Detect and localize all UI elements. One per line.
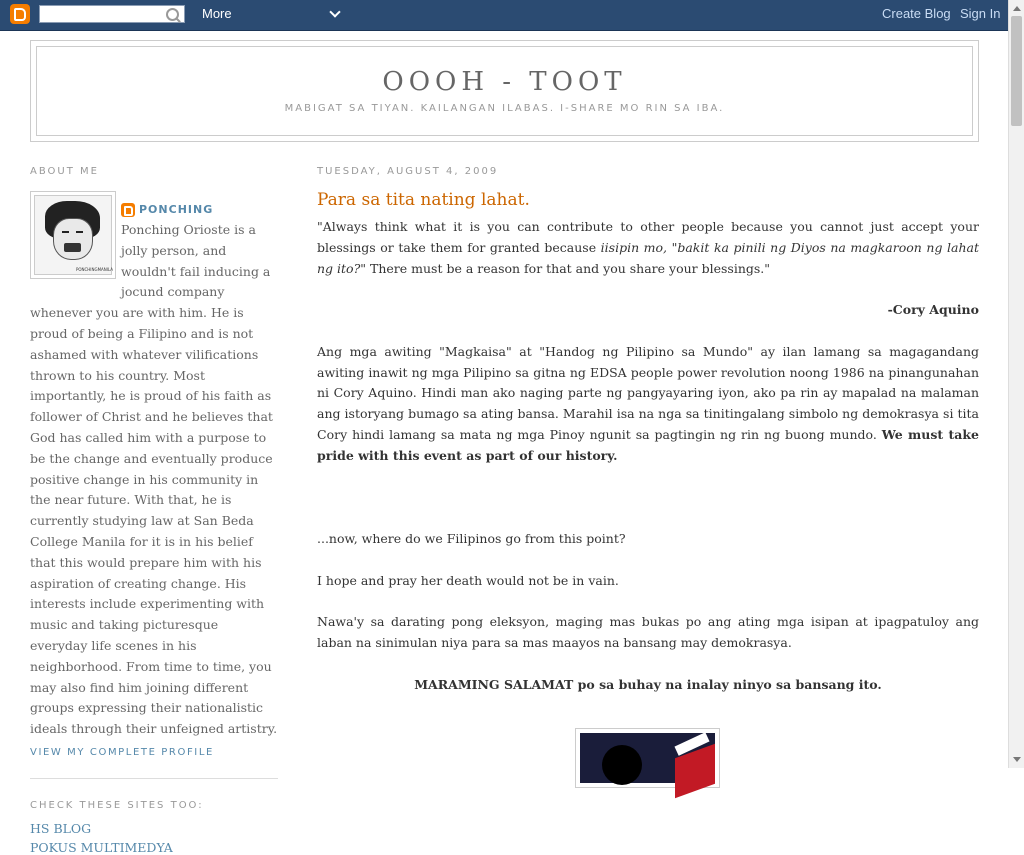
post-body (317, 217, 979, 695)
scroll-up-arrow-icon[interactable] (1013, 6, 1021, 11)
profile-photo-caption: PONCHINGMANILA (75, 267, 113, 272)
post-closing: MARAMING SALAMAT po sa buhay na inalay ninyo sa bansang ito. (414, 676, 882, 692)
paragraph-1-bold: We must take pride with this event as part of our history. (317, 426, 979, 463)
links-heading: CHECK THESE SITES TOO: (30, 799, 204, 811)
chevron-down-icon[interactable] (329, 6, 340, 17)
blogger-profile-icon (121, 203, 135, 217)
paragraph-1-text: Ang mga awiting "Magkaisa" at "Handog ng Pilipino sa Mundo" ay ilan lamang sa magagandang awiting inawit ng mga Pilipino sa gitna ng EDSA people power revolution noong 1986 na pinangunahan ni Cory Aquino. Hindi man ako naging parte ng pangyayaring iyon, ako pa rin ay mapalad na malaman ang istoryang bumago sa ating bansa. Marahil isa na nga sa tinitingalang simbolo ng demokrasya si tita Cory hindi lamang sa mata ng mga Pinoy ngunit sa pagtingin ng rin ng buong mundo. (317, 343, 979, 442)
view-profile-link[interactable]: VIEW MY COMPLETE PROFILE (30, 746, 214, 758)
search-input[interactable] (39, 5, 185, 23)
sign-in-link[interactable]: Sign In (960, 6, 1001, 21)
profile-photo-image (34, 195, 112, 275)
sidebar-divider (30, 778, 278, 779)
post-paragraph-1 (317, 342, 979, 467)
quote-text-2: There must be a reason for that and you share your blessings." (366, 260, 771, 276)
blog-header-inner (36, 46, 973, 136)
post-date: TUESDAY, AUGUST 4, 2009 (317, 166, 499, 177)
profile-photo[interactable] (30, 191, 116, 279)
scroll-thumb[interactable] (1011, 16, 1022, 126)
blog-description: MABIGAT SA TIYAN. KAILANGAN ILABAS. I-SHARE MO RIN SA IBA. (284, 103, 725, 114)
quote-italic: iisipin mo, "bakit ka pinili ng Diyos na magkaroon ng lahat ng ito?" (317, 239, 979, 276)
search-icon[interactable] (166, 8, 179, 21)
blogger-icon[interactable] (10, 4, 30, 24)
profile-description: Ponching Orioste is a jolly person, and wouldn't fail inducing a jocund company whenever you are with him. He is proud of being a Filipino and is not ashamed with whatever vilifications thrown to his country. Most importantly, he is proud of his faith as follower of Christ and he believes that God has called him with a purpose to be the change and eventually produce positive change in his community in the near future. With that, he is currently studying law at San Beda College Manila for it is in his belief that this would prepare him with his aspiration of creating change. His interests include experimenting with music and taking picturesque everyday life scenes in his neighborhood. From time to time, you may also find him joining different groups expressing their nationalistic ideals through their unfeigned artistry. (30, 222, 278, 737)
quote-text-1: "Always think what it is you can contribute to other people because you cannot just accept your blessings or take them for granted because (317, 219, 979, 255)
create-blog-link[interactable]: Create Blog (882, 6, 951, 21)
scroll-down-arrow-icon[interactable] (1013, 757, 1021, 762)
post-image[interactable] (575, 728, 720, 788)
profile-name-link[interactable]: PONCHING (139, 203, 214, 216)
post-paragraph-3: I hope and pray her death would not be in vain. (317, 572, 619, 588)
more-menu-button[interactable]: More (202, 6, 232, 21)
post-quote (317, 217, 979, 279)
about-me-heading: ABOUT ME (30, 166, 99, 177)
post-title[interactable]: Para sa tita nating lahat. (317, 190, 530, 210)
post-image-content (580, 733, 715, 783)
post-paragraph-2: ...now, where do we Filipinos go from this point? (317, 530, 626, 546)
blog-title[interactable]: OOOH - TOOT (382, 67, 627, 97)
quote-attribution: -Cory Aquino (887, 302, 979, 318)
blogger-navbar (0, 0, 1024, 31)
sidebar-link-pokus-multimedya[interactable]: POKUS MULTIMEDYA (30, 839, 173, 855)
sidebar-link-hs-blog[interactable]: HS BLOG (30, 820, 92, 836)
main-content (317, 166, 979, 695)
page-scrollbar[interactable] (1008, 0, 1024, 768)
post-paragraph-4: Nawa'y sa darating pong eleksyon, maging mas bukas po ang ating mga isipan at ipagpatuloy ang laban na sinimulan niya para sa mas maayos na bansang may demokrasya. (317, 614, 979, 650)
sidebar (30, 166, 278, 855)
blog-header (30, 40, 979, 142)
